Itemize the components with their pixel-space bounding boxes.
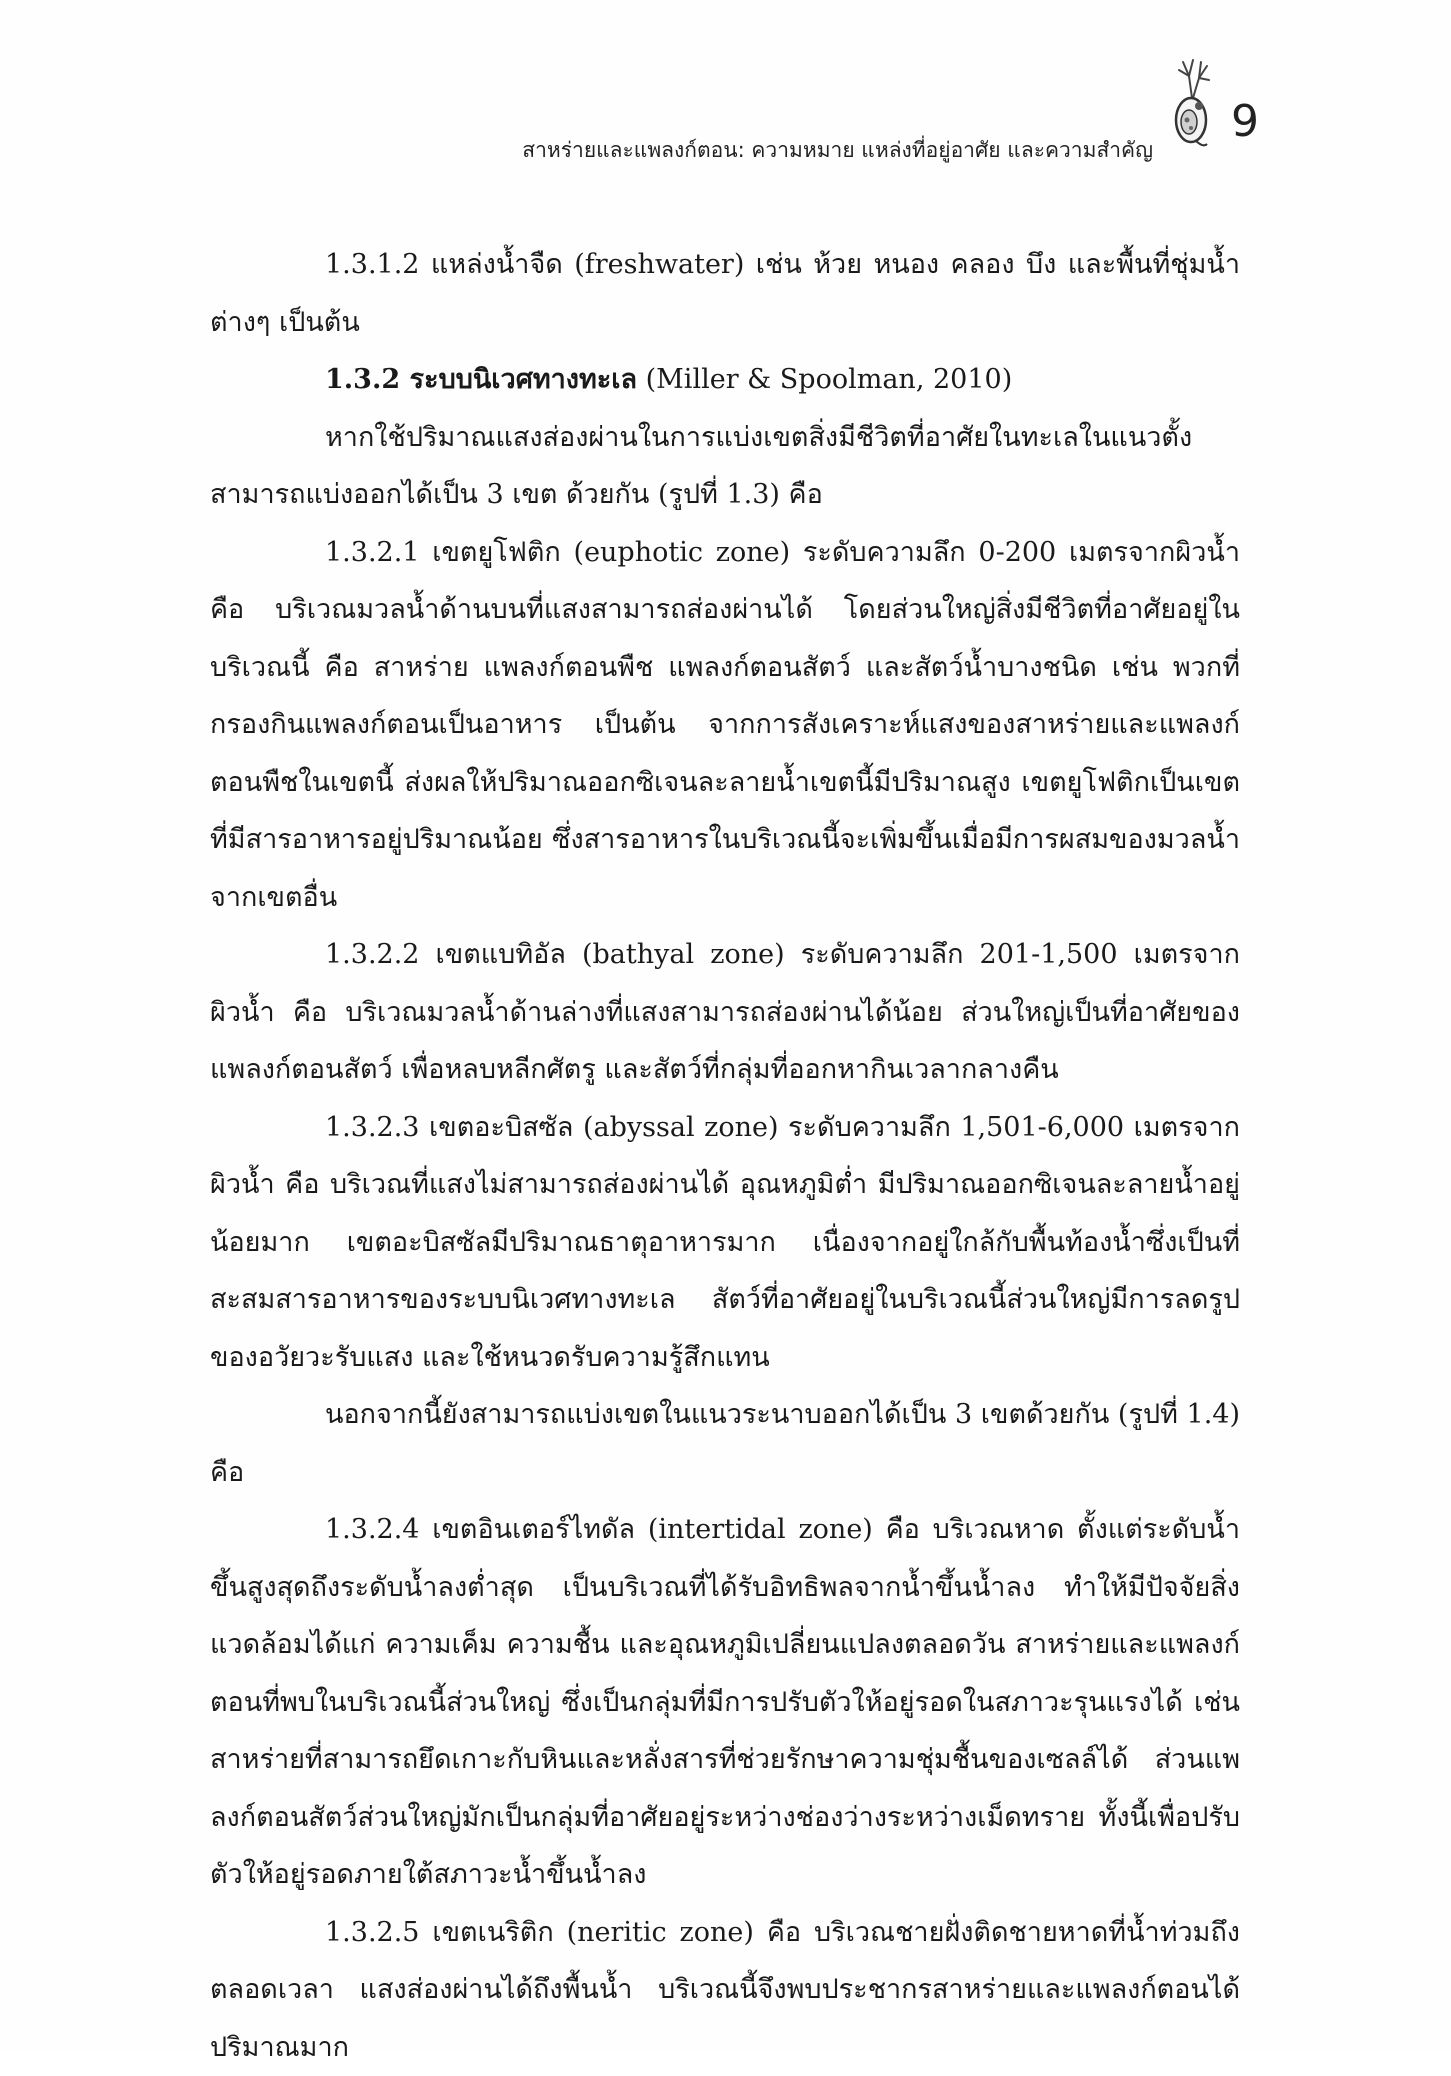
paragraph-freshwater: 1.3.1.2 แหล่งน้ำจืด (freshwater) เช่น ห้วย หนอง คลอง บึง และพื้นที่ชุ่มน้ำต่างๆ เป็นต้น [210, 236, 1240, 351]
section-heading-title: 1.3.2 ระบบนิเวศทางทะเล [325, 364, 637, 395]
paragraph-neritic-zone: 1.3.2.5 เขตเนริติก (neritic zone) คือ บริเวณชายฝั่งติดชายหาดที่น้ำท่วมถึงตลอดเวลา แสงส่องผ่านได้ถึงพื้นน้ำ บริเวณนี้จึงพบประชากรสาหร่ายและแพลงก์ตอนได้ปริมาณมาก [210, 1904, 1240, 2076]
plankton-logo-icon [1169, 56, 1215, 156]
body-text [210, 236, 1240, 2076]
running-head: สาหร่ายและแพลงก์ตอน: ความหมาย แหล่งที่อยู่อาศัย และความสำคัญ [522, 134, 1153, 167]
paragraph-bathyal-zone: 1.3.2.2 เขตแบทิอัล (bathyal zone) ระดับความลึก 201-1,500 เมตรจากผิวน้ำ คือ บริเวณมวลน้ำด้านล่างที่แสงสามารถส่องผ่านได้น้อย ส่วนใหญ่เป็นที่อาศัยของแพลงก์ตอนสัตว์ เพื่อหลบหลีกศัตรู และสัตว์ที่กลุ่มที่ออกหากินเวลากลางคืน [210, 926, 1240, 1099]
paragraph-abyssal-zone: 1.3.2.3 เขตอะบิสซัล (abyssal zone) ระดับความลึก 1,501-6,000 เมตรจากผิวน้ำ คือ บริเวณที่แสงไม่สามารถส่องผ่านได้ อุณหภูมิต่ำ มีปริมาณออกซิเจนละลายน้ำอยู่น้อยมาก เขตอะบิสซัลมีปริมาณธาตุอาหารมาก เนื่องจากอยู่ใกล้กับพื้นท้องน้ำซึ่งเป็นที่สะสมสารอาหารของระบบนิเวศทางทะเล สัตว์ที่อาศัยอยู่ในบริเวณนี้ส่วนใหญ่มีการลดรูปของอวัยวะรับแสง และใช้หนวดรับความรู้สึกแทน [210, 1099, 1240, 1387]
paragraph-euphotic-zone: 1.3.2.1 เขตยูโฟติก (euphotic zone) ระดับความลึก 0-200 เมตรจากผิวน้ำ คือ บริเวณมวลน้ำด้านบนที่แสงสามารถส่องผ่านได้ โดยส่วนใหญ่สิ่งมีชีวิตที่อาศัยอยู่ในบริเวณนี้ คือ สาหร่าย แพลงก์ตอนพืช แพลงก์ตอนสัตว์ และสัตว์น้ำบางชนิด เช่น พวกที่กรองกินแพลงก์ตอนเป็นอาหาร เป็นต้น จากการสังเคราะห์แสงของสาหร่ายและแพลงก์ตอนพืชในเขตนี้ ส่งผลให้ปริมาณออกซิเจนละลายน้ำเขตนี้มีปริมาณสูง เขตยูโฟติกเป็นเขตที่มีสารอาหารอยู่ปริมาณน้อย ซึ่งสารอาหารในบริเวณนี้จะเพิ่มขึ้นเมื่อมีการผสมของมวลน้ำจากเขตอื่น [210, 524, 1240, 927]
page-number: 9 [1231, 96, 1259, 147]
section-heading-citation: (Miller & Spoolman, 2010) [637, 364, 1012, 395]
paragraph-vertical-zones-intro: หากใช้ปริมาณแสงส่องผ่านในการแบ่งเขตสิ่งมีชีวิตที่อาศัยในทะเลในแนวตั้ง สามารถแบ่งออกได้เป็น 3 เขต ด้วยกัน (รูปที่ 1.3) คือ [210, 409, 1240, 524]
paragraph-horizontal-zones-intro: นอกจากนี้ยังสามารถแบ่งเขตในแนวระนาบออกได้เป็น 3 เขตด้วยกัน (รูปที่ 1.4) คือ [210, 1386, 1240, 1501]
paragraph-intertidal-zone: 1.3.2.4 เขตอินเตอร์ไทดัล (intertidal zone) คือ บริเวณหาด ตั้งแต่ระดับน้ำขึ้นสูงสุดถึงระดับน้ำลงต่ำสุด เป็นบริเวณที่ได้รับอิทธิพลจากน้ำขึ้นน้ำลง ทำให้มีปัจจัยสิ่งแวดล้อมได้แก่ ความเค็ม ความชื้น และอุณหภูมิเปลี่ยนแปลงตลอดวัน สาหร่ายและแพลงก์ตอนที่พบในบริเวณนี้ส่วนใหญ่ ซึ่งเป็นกลุ่มที่มีการปรับตัวให้อยู่รอดในสภาวะรุนแรงได้ เช่น สาหร่ายที่สามารถยึดเกาะกับหินและหลั่งสารที่ช่วยรักษาความชุ่มชื้นของเซลล์ได้ ส่วนแพลงก์ตอนสัตว์ส่วนใหญ่มักเป็นกลุ่มที่อาศัยอยู่ระหว่างช่องว่างระหว่างเม็ดทราย ทั้งนี้เพื่อปรับตัวให้อยู่รอดภายใต้สภาวะน้ำขึ้นน้ำลง [210, 1501, 1240, 1904]
section-heading-marine-ecosystem [210, 351, 1240, 409]
